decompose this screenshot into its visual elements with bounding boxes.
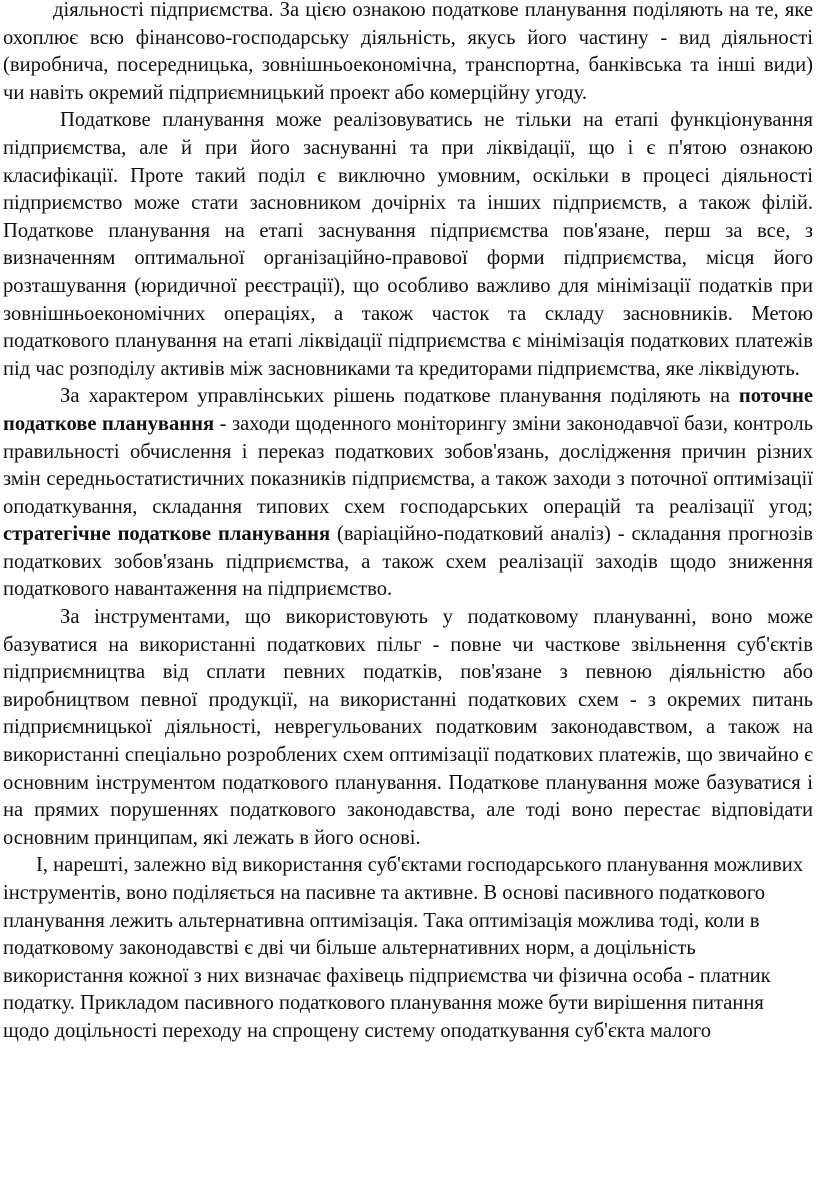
paragraph-management-decisions	[3, 383, 813, 604]
term-strategic-tax-planning: стратегічне податкове планування	[3, 523, 331, 546]
paragraph-text: За інструментами, що використовують у податковому плануванні, воно може базуватися на використанні податкових пільг - повне чи часткове звільнення суб'єктів підприємництва від сплати певних податків, пов'язане з певною діяльністю або виробництвом певної продукції, на використанні податкових схем - з окремих питань підприємницької діяльності, неврегульованих податковим законодавством, а також на використанні спеціально розроблених схем оптимізації податкових платежів, що звичайно є основним інструментом податкового планування. Податкове планування може базуватися і на прямих порушеннях податкового законодавства, але тоді воно перестає відповідати основним принципам, які лежать в його основі.	[3, 606, 813, 849]
paragraph-text-part: За характером управлінських рішень податкове планування поділяють на	[60, 385, 739, 408]
term-current-tax-planning: поточне податкове планування	[3, 385, 813, 435]
paragraph-passive-active	[3, 852, 813, 1045]
paragraph-text: І, нарешті, залежно від використання суб'єктами господарського планування можливих інструментів, воно поділяється на пасивне та активне. В основі пасивного податкового планування лежить альтернативна оптимізація. Така оптимізація можлива тоді, коли в податковому законодавстві є дві чи більше альтернативних норм, а доцільність використання кожної з них визначає фахівець підприємства чи фізична особа - платник податку. Прикладом пасивного податкового планування може бути вирішення питання щодо доцільності переходу на спрощену систему оподаткування суб'єкта малого	[3, 854, 804, 1042]
paragraph-instruments	[3, 604, 813, 852]
paragraph-text: Податкове планування може реалізовуватись не тільки на етапі функціонування підприємства, але й при його заснуванні та при ліквідації, що і є п'ятою ознакою класифікації. Проте такий поділ є виключно умовним, оскільки в процесі діяльності підприємство може стати засновником дочірніх та інших підприємств, а також філій. Податкове планування на етапі заснування підприємства пов'язане, перш за все, з визначенням оптимальної організаційно-правової форми підприємства, місця його розташування (юридичної реєстрації), що особливо важливо для мінімізації податків при зовнішньоекономічних операціях, а також часток та складу засновників. Метою податкового планування на етапі ліквідації підприємства є мінімізація податкових платежів під час розподілу активів між засновниками та кредиторами підприємства, яке ліквідують.	[3, 109, 813, 380]
paragraph-text-part: (варіаційно-податковий аналіз) - складання прогнозів податкових зобов'язань підприємства, а також схем реалізації заходів щодо зниження податкового навантаження на підприємство.	[3, 523, 814, 601]
paragraph-scope-continuation	[3, 0, 813, 107]
paragraph-stages	[3, 107, 813, 383]
paragraph-text-part: - заходи щоденного моніторингу зміни законодавчої бази, контроль правильності обчислення і переказ податкових зобов'язань, дослідження причин різних змін середньостатистичних показників підприємства, а також заходи з поточної оптимізації оподаткування, складання типових схем господарських операцій та реалізації угод;	[3, 412, 813, 518]
paragraph-text: діяльності підприємства. За цією ознакою податкове планування поділяють на те, яке охоплює всю фінансово-господарську діяльність, якусь його частину - вид діяльності (виробнича, посередницька, зовнішньоекономічна, транспортна, банківська та інші види) чи навіть окремий підприємницький проект або комерційну угоду.	[3, 0, 813, 104]
document-body	[3, 0, 813, 1046]
